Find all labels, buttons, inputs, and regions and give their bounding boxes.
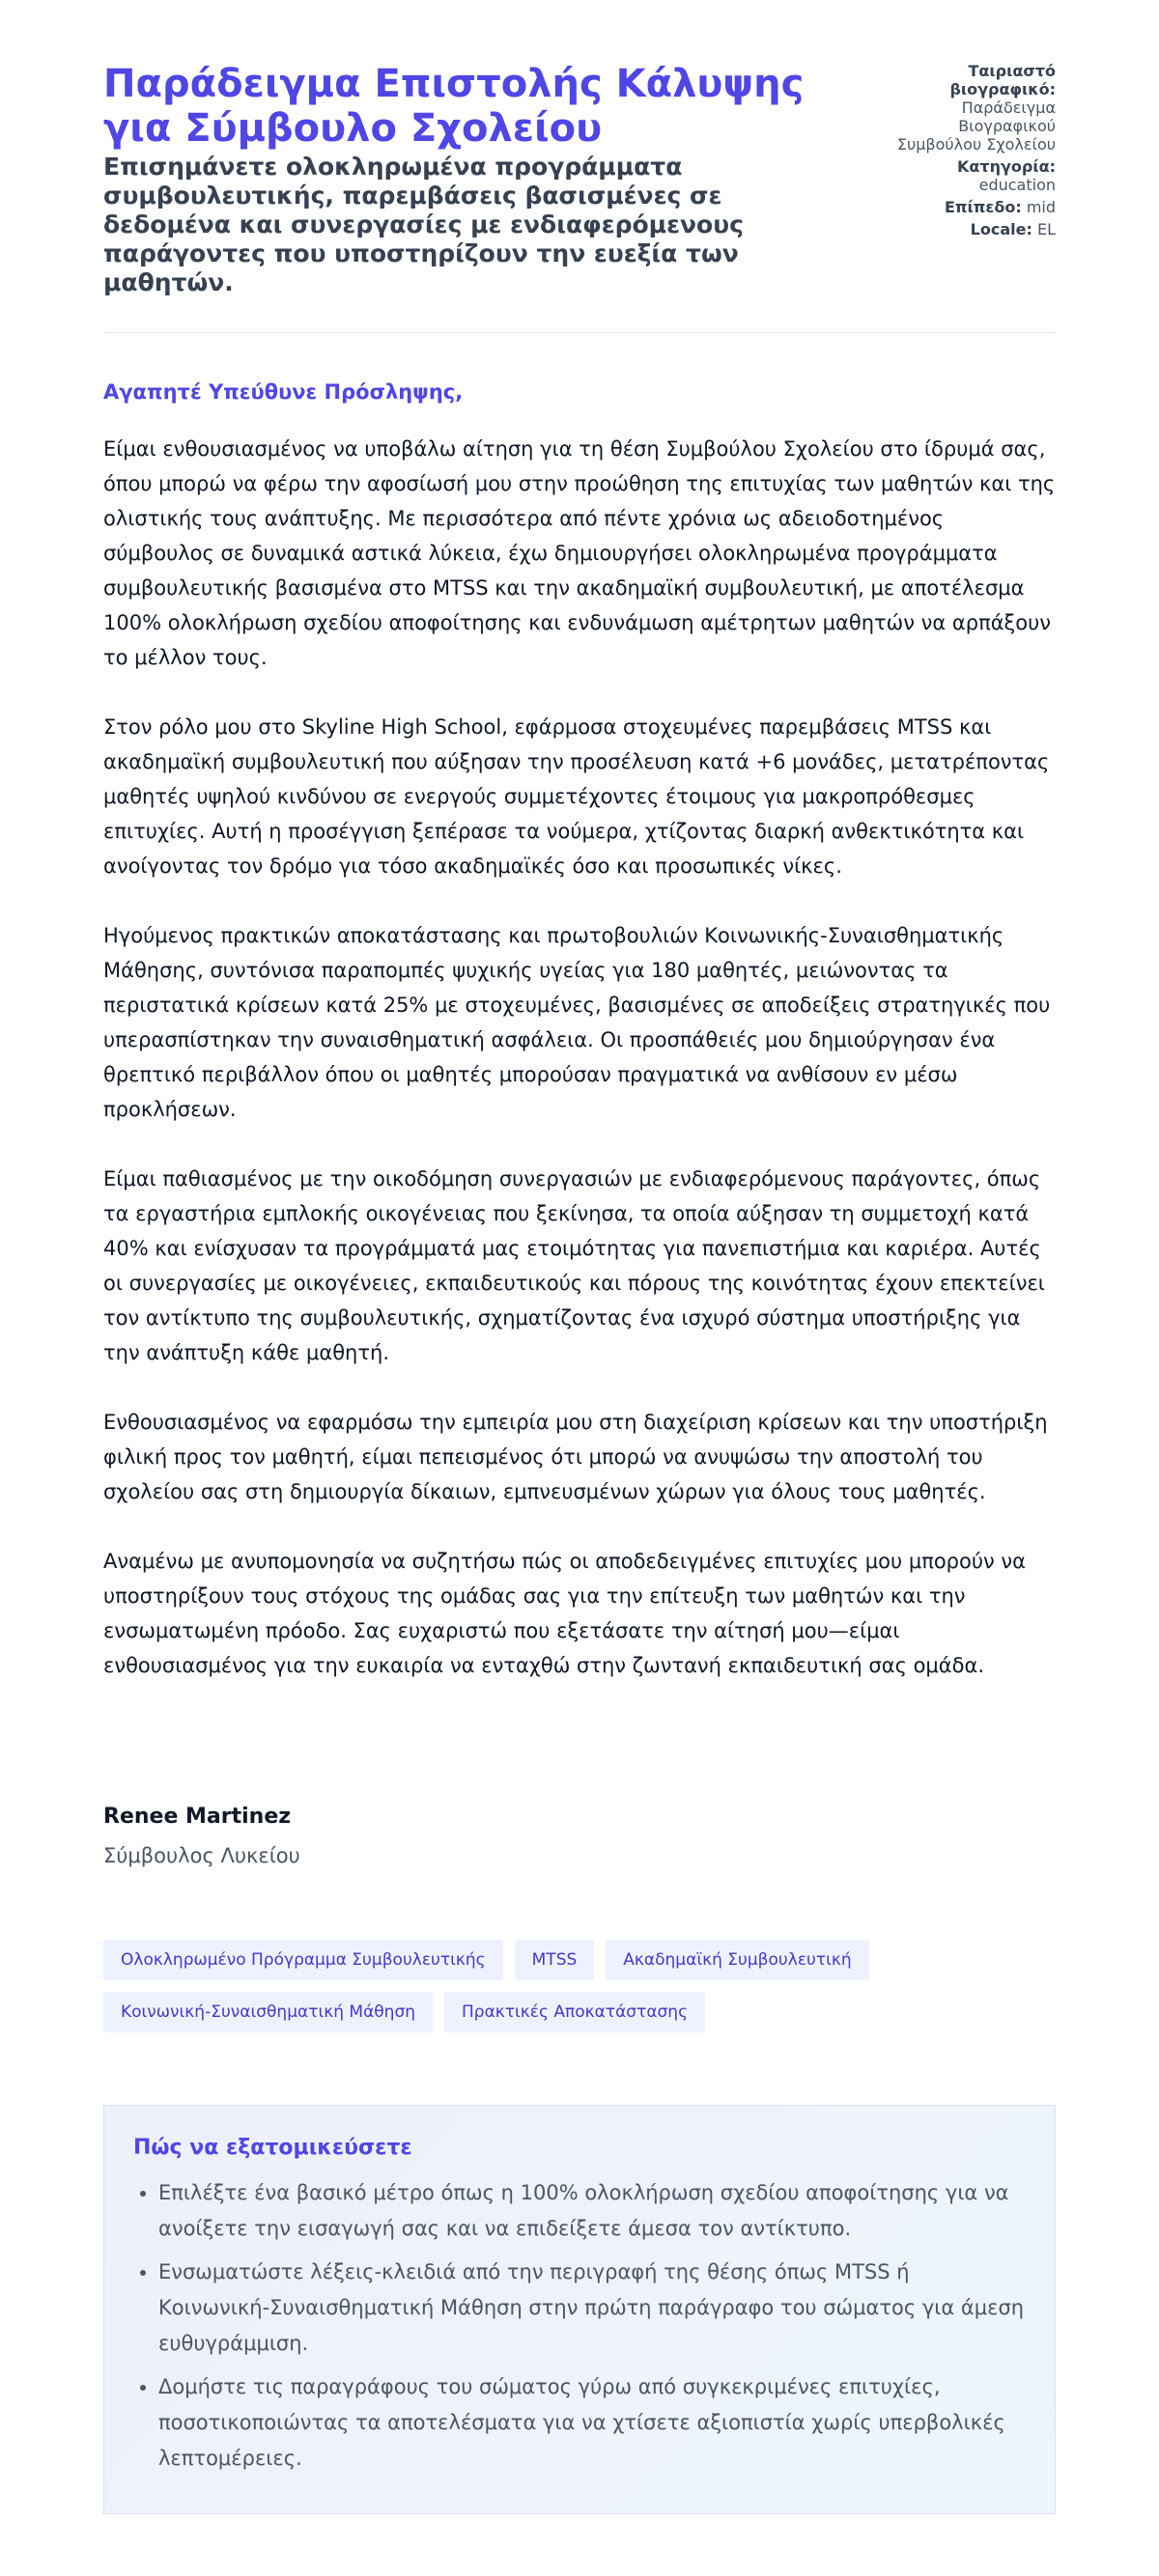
meta-category-label: Κατηγορία: — [957, 157, 1056, 176]
letter-body — [103, 432, 1056, 1718]
meta-level — [882, 198, 1056, 216]
keyword-tag: Ολοκληρωμένο Πρόγραμμα Συμβουλευτικής — [103, 1940, 503, 1980]
meta-locale-label: Locale: — [970, 220, 1032, 238]
letter-paragraph: Στον ρόλο μου στο Skyline High School, εφάρμοσα στοχευμένες παρεμβάσεις MTSS και ακαδημαϊκή συμβουλευτική που αύξησαν την προσέλευση κατά +6 μονάδες, μετατρέποντας μαθητές υψηλού κινδύνου σε ενεργούς συμμετέχοντες έτοιμους για μακροπρόθεσμες επιτυχίες. Αυτή η προσέγγιση ξεπέρασε τα νούμερα, χτίζοντας διαρκή ανθεκτικότητα και ανοίγοντας τον δρόμο για τόσο ακαδημαϊκές όσο και προσωπικές νίκες. — [103, 715, 1050, 878]
page-subtitle: Επισημάνετε ολοκληρωμένα προγράμματα συμβουλευτικής, παρεμβάσεις βασισμένες σε δεδομένα και συνεργασίες με ενδιαφερόμενους παράγοντες που υποστηρίζουν την ευεξία των μαθητών. — [103, 153, 744, 296]
keyword-tag: Ακαδημαϊκή Συμβουλευτική — [606, 1940, 868, 1980]
tip-item: • Επιλέξτε ένα βασικό μέτρο όπως η 100% ολοκλήρωση σχεδίου αποφοίτησης για να ανοίξετε την εισαγωγή σας και να επιδείξετε άμεσα τον αντίκτυπο. — [158, 2175, 1026, 2247]
letter-paragraph: Είμαι παθιασμένος με την οικοδόμηση συνεργασιών με ενδιαφερόμενους παράγοντες, όπως τα εργαστήρια εμπλοκής οικογένειας που ξεκίνησα, τα οποία αύξησαν τη συμμετοχή κατά 40% και ενίσχυσαν τα προγράμματά μας ετοιμότητας για πανεπιστήμια και καριέρα. Αυτές οι συνεργασίες με οικογένειες, εκπαιδευτικούς και πόρους της κοινότητας έχουν επεκτείνει τον αντίκτυπο της συμβουλευτικής, σχηματίζοντας ένα ισχυρό σύστημα υποστήριξης για την ανάπτυξη κάθε μαθητή. — [103, 1167, 1045, 1364]
letter-paragraph: Είμαι ενθουσιασμένος να υποβάλω αίτηση για τη θέση Συμβούλου Σχολείου στο ίδρυμά σας, όπου μπορώ να φέρω την αφοσίωσή μου στην προώθηση της επιτυχίας των μαθητών και της ολιστικής τους ανάπτυξης. Με περισσότερα από πέντε χρόνια ως αδειοδοτημένος σύμβουλος σε δυναμικά αστικά λύκεια, έχω δημιουργήσει ολοκληρωμένα προγράμματα συμβουλευτικής βασισμένα στο MTSS και την ακαδημαϊκή συμβουλευτική, με αποτέλεσμα 100% ολοκλήρωση σχεδίου αποφοίτησης και ενδυνάμωση αμέτρητων μαθητών να αρπάξουν το μέλλον τους. — [103, 437, 1056, 669]
signature-role: Σύμβουλος Λυκείου — [103, 1844, 300, 1867]
meta-level-label: Επίπεδο: — [944, 198, 1022, 216]
letter-paragraph: Ηγούμενος πρακτικών αποκατάστασης και πρωτοβουλιών Κοινωνικής-Συναισθηματικής Μάθησης, συντόνισα παραπομπές ψυχικής υγείας για 180 μαθητές, μειώνοντας τα περιστατικά κρίσεων κατά 25% με στοχευμένες, βασισμένες σε αποδείξεις στρατηγικές που υπερασπίστηκαν την συναισθηματική ασφάλεια. Οι προσπάθειές μου δημιούργησαν ένα θρεπτικό περιβάλλον όπου οι μαθητές μπορούσαν πραγματικά να ανθίσουν εν μέσω προκλήσεων. — [103, 924, 1051, 1121]
meta-resume-match-value: Παράδειγμα Βιογραφικού Συμβούλου Σχολείου — [896, 98, 1056, 154]
tip-item: • Ενσωματώστε λέξεις-κλειδιά από την περιγραφή της θέσης όπως MTSS ή Κοινωνική-Συναισθηματική Μάθηση στην πρώτη παράγραφο του σώματος για άμεση ευθυγράμμιση. — [158, 2254, 1026, 2362]
meta-locale — [882, 220, 1056, 238]
keyword-tag: Πρακτικές Αποκατάστασης — [444, 1992, 705, 2032]
tips-title: Πώς να εξατομικεύσετε — [133, 2136, 412, 2160]
tip-item: • Δομήστε τις παραγράφους του σώματος γύρω από συγκεκριμένες επιτυχίες, ποσοτικοποιώντας τα αποτελέσματα για να χτίσετε αξιοπιστία χωρίς υπερβολικές λεπτομέρειες. — [158, 2369, 1026, 2477]
page-title: Παράδειγμα Επιστολής Κάλυψης για Σύμβουλο Σχολείου — [103, 62, 805, 151]
keyword-tags — [103, 1940, 1056, 2032]
signature-block — [103, 1804, 300, 1869]
tips-list — [133, 2175, 1026, 2477]
meta-panel — [882, 62, 1056, 242]
personalization-tips-box — [103, 2105, 1056, 2514]
letter-paragraph: Αναμένω με ανυπομονησία να συζητήσω πώς οι αποδεδειγμένες επιτυχίες μου μπορούν να υποστηρίξουν τους στόχους της ομάδας σας για την επίτευξη των μαθητών και την ενσωματωμένη πρόοδο. Σας ευχαριστώ που εξετάσατε την αίτησή μου—είμαι ενθουσιασμένος για την ευκαιρία να ενταχθώ στην ζωντανή εκπαιδευτική σας ομάδα. — [103, 1550, 1026, 1677]
signature-name: Renee Martinez — [103, 1805, 292, 1829]
meta-resume-match-label: Ταιριαστό βιογραφικό: — [949, 62, 1056, 98]
header-divider — [103, 332, 1056, 333]
letter-paragraph: Ενθουσιασμένος να εφαρμόσω την εμπειρία μου στη διαχείριση κρίσεων και την υποστήριξη φιλική προς τον μαθητή, είμαι πεπεισμένος ότι μπορώ να ανυψώσω την αποστολή του σχολείου σας στη δημιουργία δίκαιων, εμπνευσμένων χώρων για όλους τους μαθητές. — [103, 1411, 1048, 1503]
meta-category-value: education — [978, 176, 1056, 194]
meta-category — [882, 157, 1056, 194]
meta-level-value: mid — [1026, 198, 1056, 216]
letter-salutation: Αγαπητέ Υπεύθυνε Πρόσληψης, — [103, 380, 464, 404]
meta-resume-match — [882, 62, 1056, 154]
keyword-tag: Κοινωνική-Συναισθηματική Μάθηση — [103, 1992, 433, 2032]
meta-locale-value: EL — [1036, 220, 1056, 238]
keyword-tag: MTSS — [515, 1940, 595, 1980]
